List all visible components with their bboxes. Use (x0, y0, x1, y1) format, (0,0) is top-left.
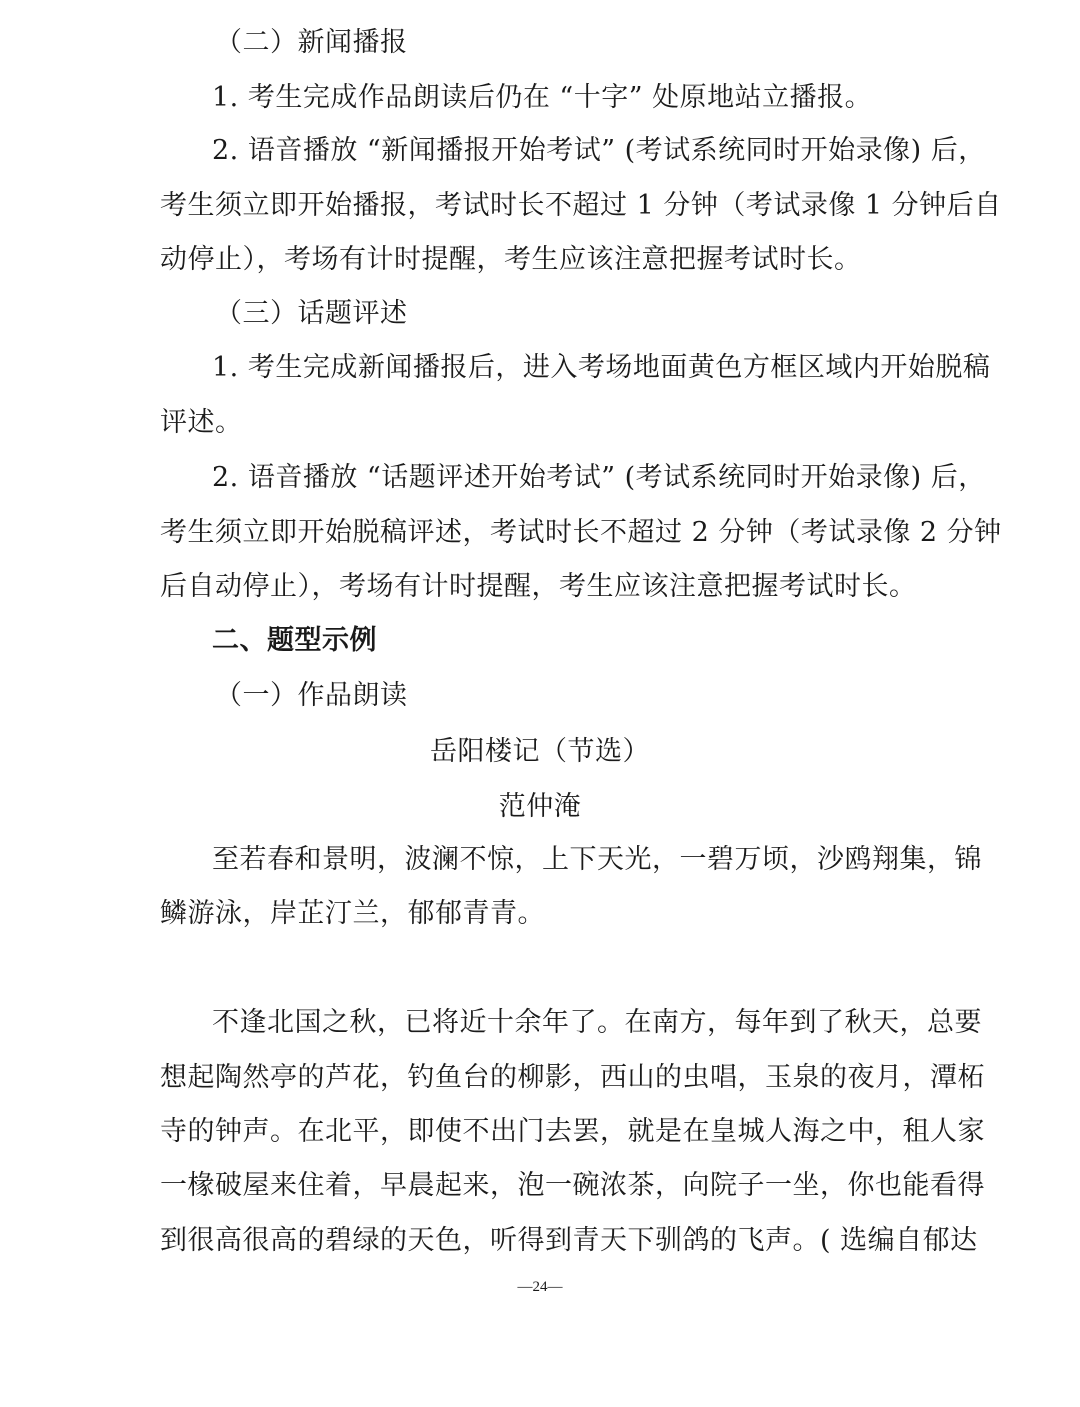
news-item-2-line-1: 2. 语音播放 “新闻播报开始考试” (考试系统同时开始录像) 后， (212, 135, 986, 166)
work-title: 岳阳楼记（节选） (430, 736, 650, 767)
passage-1-line-2: 鳞游泳，岸芷汀兰，郁郁青青。 (160, 898, 545, 929)
passage-2-line-3: 寺的钟声。在北平，即使不出门去罢，就是在皇城人海之中，租人家 (160, 1116, 985, 1147)
topic-item-2-line-1: 2. 语音播放 “话题评述开始考试” (考试系统同时开始录像) 后， (212, 462, 986, 493)
topic-item-2-line-2: 考生须立即开始脱稿评述，考试时长不超过 2 分钟（考试录像 2 分钟 (160, 517, 1002, 548)
topic-item-2-line-3: 后自动停止），考场有计时提醒，考生应该注意把握考试时长。 (160, 571, 917, 602)
page-number: —24— (517, 1279, 563, 1295)
topic-item-1-line-1: 1. 考生完成新闻播报后，进入考场地面黄色方框区域内开始脱稿 (212, 352, 991, 383)
section-heading-topic: （三）话题评述 (215, 298, 408, 329)
section-heading-examples: 二、题型示例 (212, 625, 377, 656)
subheading-reading: （一）作品朗读 (215, 680, 408, 711)
section-heading-news: （二）新闻播报 (215, 27, 408, 58)
passage-1-line-1: 至若春和景明，波澜不惊，上下天光，一碧万顷，沙鸥翔集，锦 (212, 844, 982, 875)
news-item-2-line-3: 动停止），考场有计时提醒，考生应该注意把握考试时长。 (160, 244, 862, 275)
passage-2-line-2: 想起陶然亭的芦花，钓鱼台的柳影，西山的虫唱，玉泉的夜月，潭柘 (160, 1062, 985, 1093)
passage-2-line-1: 不逢北国之秋，已将近十余年了。在南方，每年到了秋天，总要 (212, 1007, 982, 1038)
news-item-1: 1. 考生完成作品朗读后仍在 “十字” 处原地站立播报。 (212, 82, 873, 113)
passage-2-line-4: 一椽破屋来住着，早晨起来，泡一碗浓茶，向院子一坐，你也能看得 (160, 1170, 985, 1201)
passage-2-line-5: 到很高很高的碧绿的天色，听得到青天下驯鸽的飞声。( 选编自郁达 (160, 1225, 978, 1256)
work-author: 范仲淹 (498, 791, 582, 822)
news-item-2-line-2: 考生须立即开始播报，考试时长不超过 1 分钟（考试录像 1 分钟后自 (160, 190, 1002, 221)
topic-item-1-line-2: 评述。 (160, 407, 243, 438)
